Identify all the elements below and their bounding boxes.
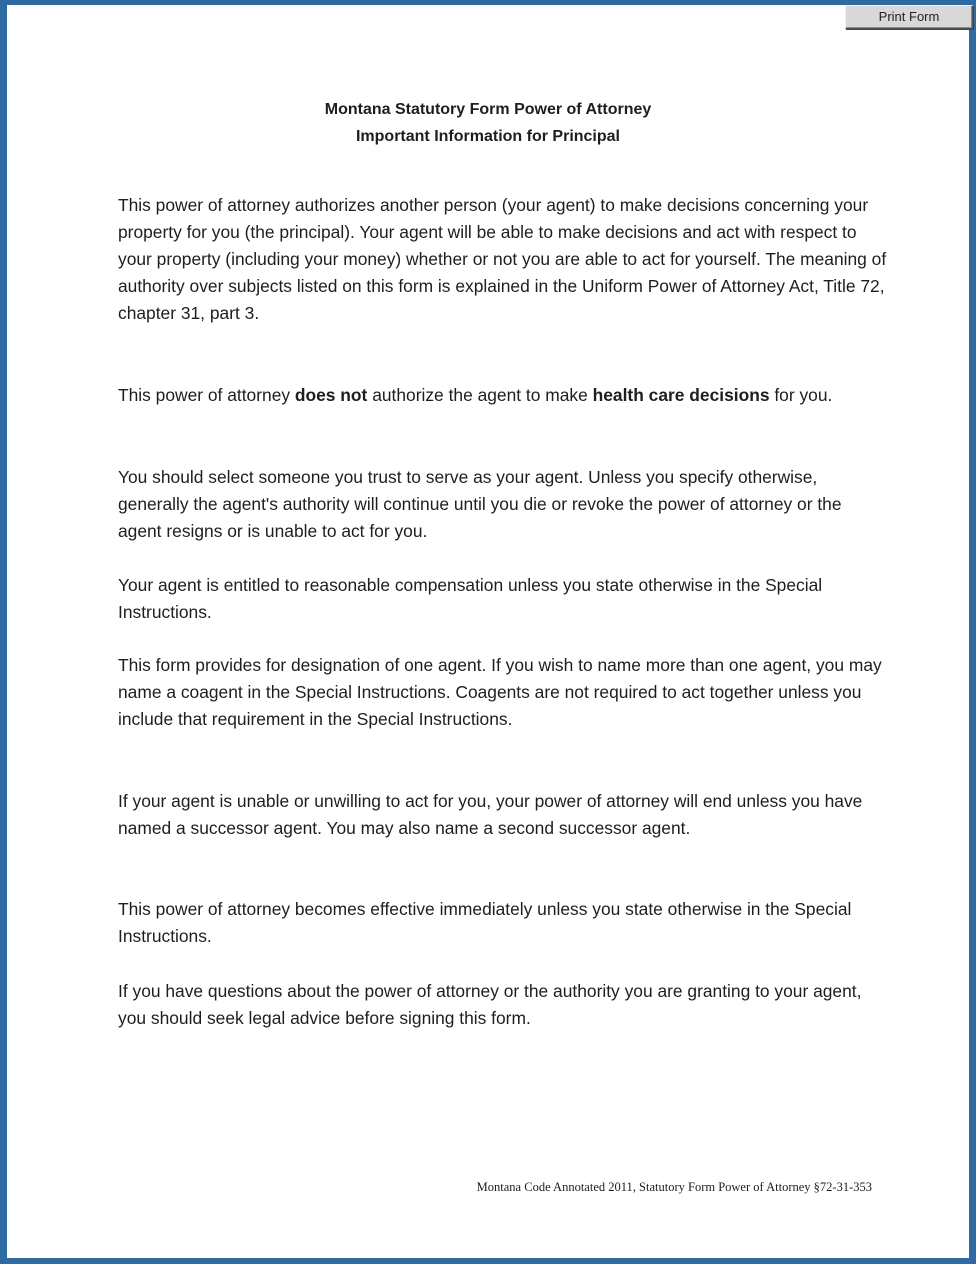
paragraph-health-care-text-1: This power of attorney bbox=[118, 385, 295, 405]
footer-citation: Montana Code Annotated 2011, Statutory Form Power of Attorney §72-31-353 bbox=[476, 1180, 872, 1194]
paragraph-select-agent: You should select someone you trust to serve as your agent. Unless you specify otherwise, generally the agent's authority will continue until you die or revoke the power of attorney or the agent resigns or is unable to act for you. bbox=[118, 467, 842, 541]
paragraph-compensation: Your agent is entitled to reasonable compensation unless you state otherwise in the Special Instructions. bbox=[118, 575, 823, 622]
paragraph-health-care-text-2: authorize the agent to make bbox=[367, 385, 593, 405]
paragraph-effective: This power of attorney becomes effective immediately unless you state otherwise in the Special Instructions. bbox=[118, 899, 852, 946]
print-form-button[interactable]: Print Form bbox=[845, 5, 973, 29]
paragraph-coagent: This form provides for designation of one agent. If you wish to name more than one agent, you may name a coagent in the Special Instructions. Coagents are not required to act together unless you include that requirement in the Special Instructions. bbox=[118, 655, 882, 729]
paragraph-legal-advice: If you have questions about the power of attorney or the authority you are granting to your agent, you should seek legal advice before signing this form. bbox=[118, 981, 862, 1028]
paragraph-health-care-text-3: for you. bbox=[769, 385, 833, 405]
document-subtitle: Important Information for Principal bbox=[355, 128, 620, 145]
document-title: Montana Statutory Form Power of Attorney bbox=[324, 101, 652, 118]
paragraph-authorization: This power of attorney authorizes another person (your agent) to make decisions concerning your property for you (the principal). Your agent will be able to make decisions and act with respect to your property (including your money) whether or not you are able to act for yourself. The meaning of authority over subjects listed on this form is explained in the Uniform Power of Attorney Act, Title 72, chapter 31, part 3. bbox=[118, 195, 887, 323]
document-page bbox=[7, 5, 969, 1258]
paragraph-health-care bbox=[118, 382, 888, 409]
emphasis-does-not: does not bbox=[294, 385, 368, 405]
paragraph-successor-agent: If your agent is unable or unwilling to act for you, your power of attorney will end unless you have named a successor agent. You may also name a second successor agent. bbox=[118, 791, 863, 838]
emphasis-health-care-decisions: health care decisions bbox=[592, 385, 770, 405]
